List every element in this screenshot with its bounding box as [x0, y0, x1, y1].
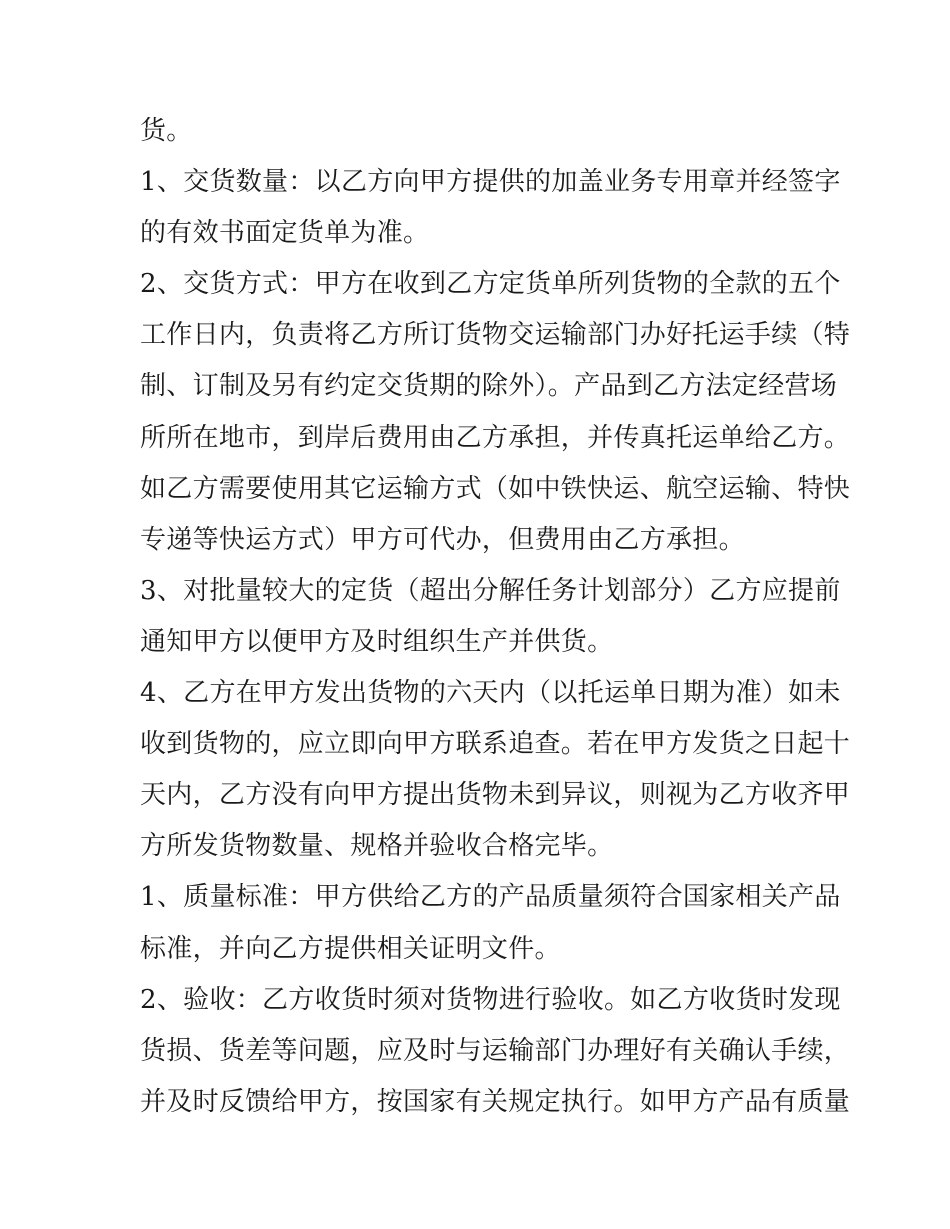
text-line: 如乙方需要使用其它运输方式（如中铁快运、航空运输、特快 — [140, 473, 851, 504]
text-line: 专递等快运方式）甲方可代办，但费用由乙方承担。 — [140, 524, 745, 555]
text-line: 货损、货差等问题，应及时与运输部门办理好有关确认手续， — [140, 1035, 851, 1066]
text-line: 2、交货方式：甲方在收到乙方定货单所列货物的全款的五个 — [140, 269, 841, 300]
text-line: 制、订制及另有约定交货期的除外）。产品到乙方法定经营场 — [140, 371, 838, 402]
text-line: 并及时反馈给甲方，按国家有关规定执行。如甲方产品有质量 — [140, 1086, 851, 1117]
text-line: 货。 — [140, 116, 193, 146]
document-body — [140, 106, 851, 1128]
text-line: 通知甲方以便甲方及时组织生产并供货。 — [140, 626, 614, 657]
text-line: 收到货物的，应立即向甲方联系追查。若在甲方发货之日起十 — [140, 729, 851, 760]
text-line: 所所在地市，到岸后费用由乙方承担，并传真托运单给乙方。 — [140, 422, 851, 453]
text-line: 1、质量标准：甲方供给乙方的产品质量须符合国家相关产品 — [140, 882, 841, 913]
text-line: 方所发货物数量、规格并验收合格完毕。 — [140, 831, 614, 862]
text-line: 3、对批量较大的定货（超出分解任务计划部分）乙方应提前 — [140, 575, 841, 606]
text-line: 标准，并向乙方提供相关证明文件。 — [140, 933, 561, 964]
text-line: 工作日内，负责将乙方所订货物交运输部门办好托运手续（特 — [140, 320, 851, 351]
text-line: 的有效书面定货单为准。 — [140, 218, 430, 249]
text-line: 天内，乙方没有向甲方提出货物未到异议，则视为乙方收齐甲 — [140, 780, 851, 811]
text-line: 4、乙方在甲方发出货物的六天内（以托运单日期为准）如未 — [140, 678, 841, 709]
text-line: 2、验收：乙方收货时须对货物进行验收。如乙方收货时发现 — [140, 984, 841, 1015]
text-line: 1、交货数量：以乙方向甲方提供的加盖业务专用章并经签字 — [140, 167, 841, 198]
